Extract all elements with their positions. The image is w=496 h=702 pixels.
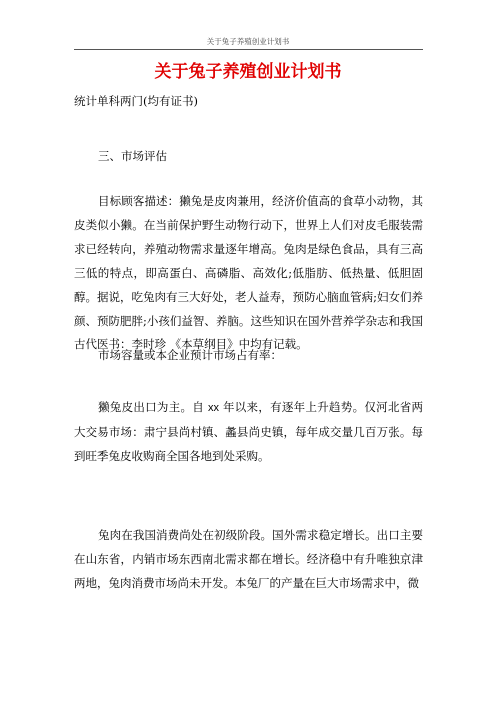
header-divider — [74, 49, 423, 50]
document-subtitle: 统计单科两门(均有证书) — [74, 94, 198, 108]
paragraph-text-rest: 年以来，有逐年上升趋势。仅河北省两大交易市场：肃宁县尚村镇、蠡县尚史镇，每年成交量几百万张。每到旺季兔皮收购商全国各地到处采购。 — [74, 400, 424, 463]
paragraph-text-start: 獭兔皮出口为主。自 — [98, 400, 205, 414]
section-heading: 三、市场评估 — [98, 149, 167, 163]
paragraph-rabbit-fur-export — [74, 396, 423, 469]
running-header: 关于兔子养殖创业计划书 — [206, 37, 290, 46]
paragraph-target-customers: 目标顾客描述：獭兔是皮肉兼用，经济价值高的食草小动物，其皮类似小獭。在当前保护野生动物行动下，世界上人们对皮毛服装需求已经转向，养殖动物需求量逐年增高。兔肉是绿色食品，具有三高三低的特点，即高蛋白、高磷脂、高效化;低脂肪、低热量、低胆固醇。据说，吃兔肉有三大好处，老人益寿，预防心脑血管病;妇女们养颜、预防肥胖;小孩们益智、养脑。这些知识在国外营养学杂志和我国古代医书：李时珍 《本草纲目》中均有记载。 — [74, 194, 423, 352]
paragraph-market-capacity-heading: 市场容量或本企业预计市场占有率： — [98, 348, 282, 362]
document-title: 关于兔子养殖创业计划书 — [154, 62, 342, 82]
paragraph-rabbit-meat-market: 兔肉在我国消费尚处在初级阶段。国外需求稳定增长。出口主要在山东省，内销市场东西南北需求都在增长。经济稳中有升唯独京津两地，兔肉消费市场尚未开发。本兔厂的产量在巨大市场需求中，微 — [74, 528, 423, 590]
year-placeholder: xx — [208, 402, 220, 414]
